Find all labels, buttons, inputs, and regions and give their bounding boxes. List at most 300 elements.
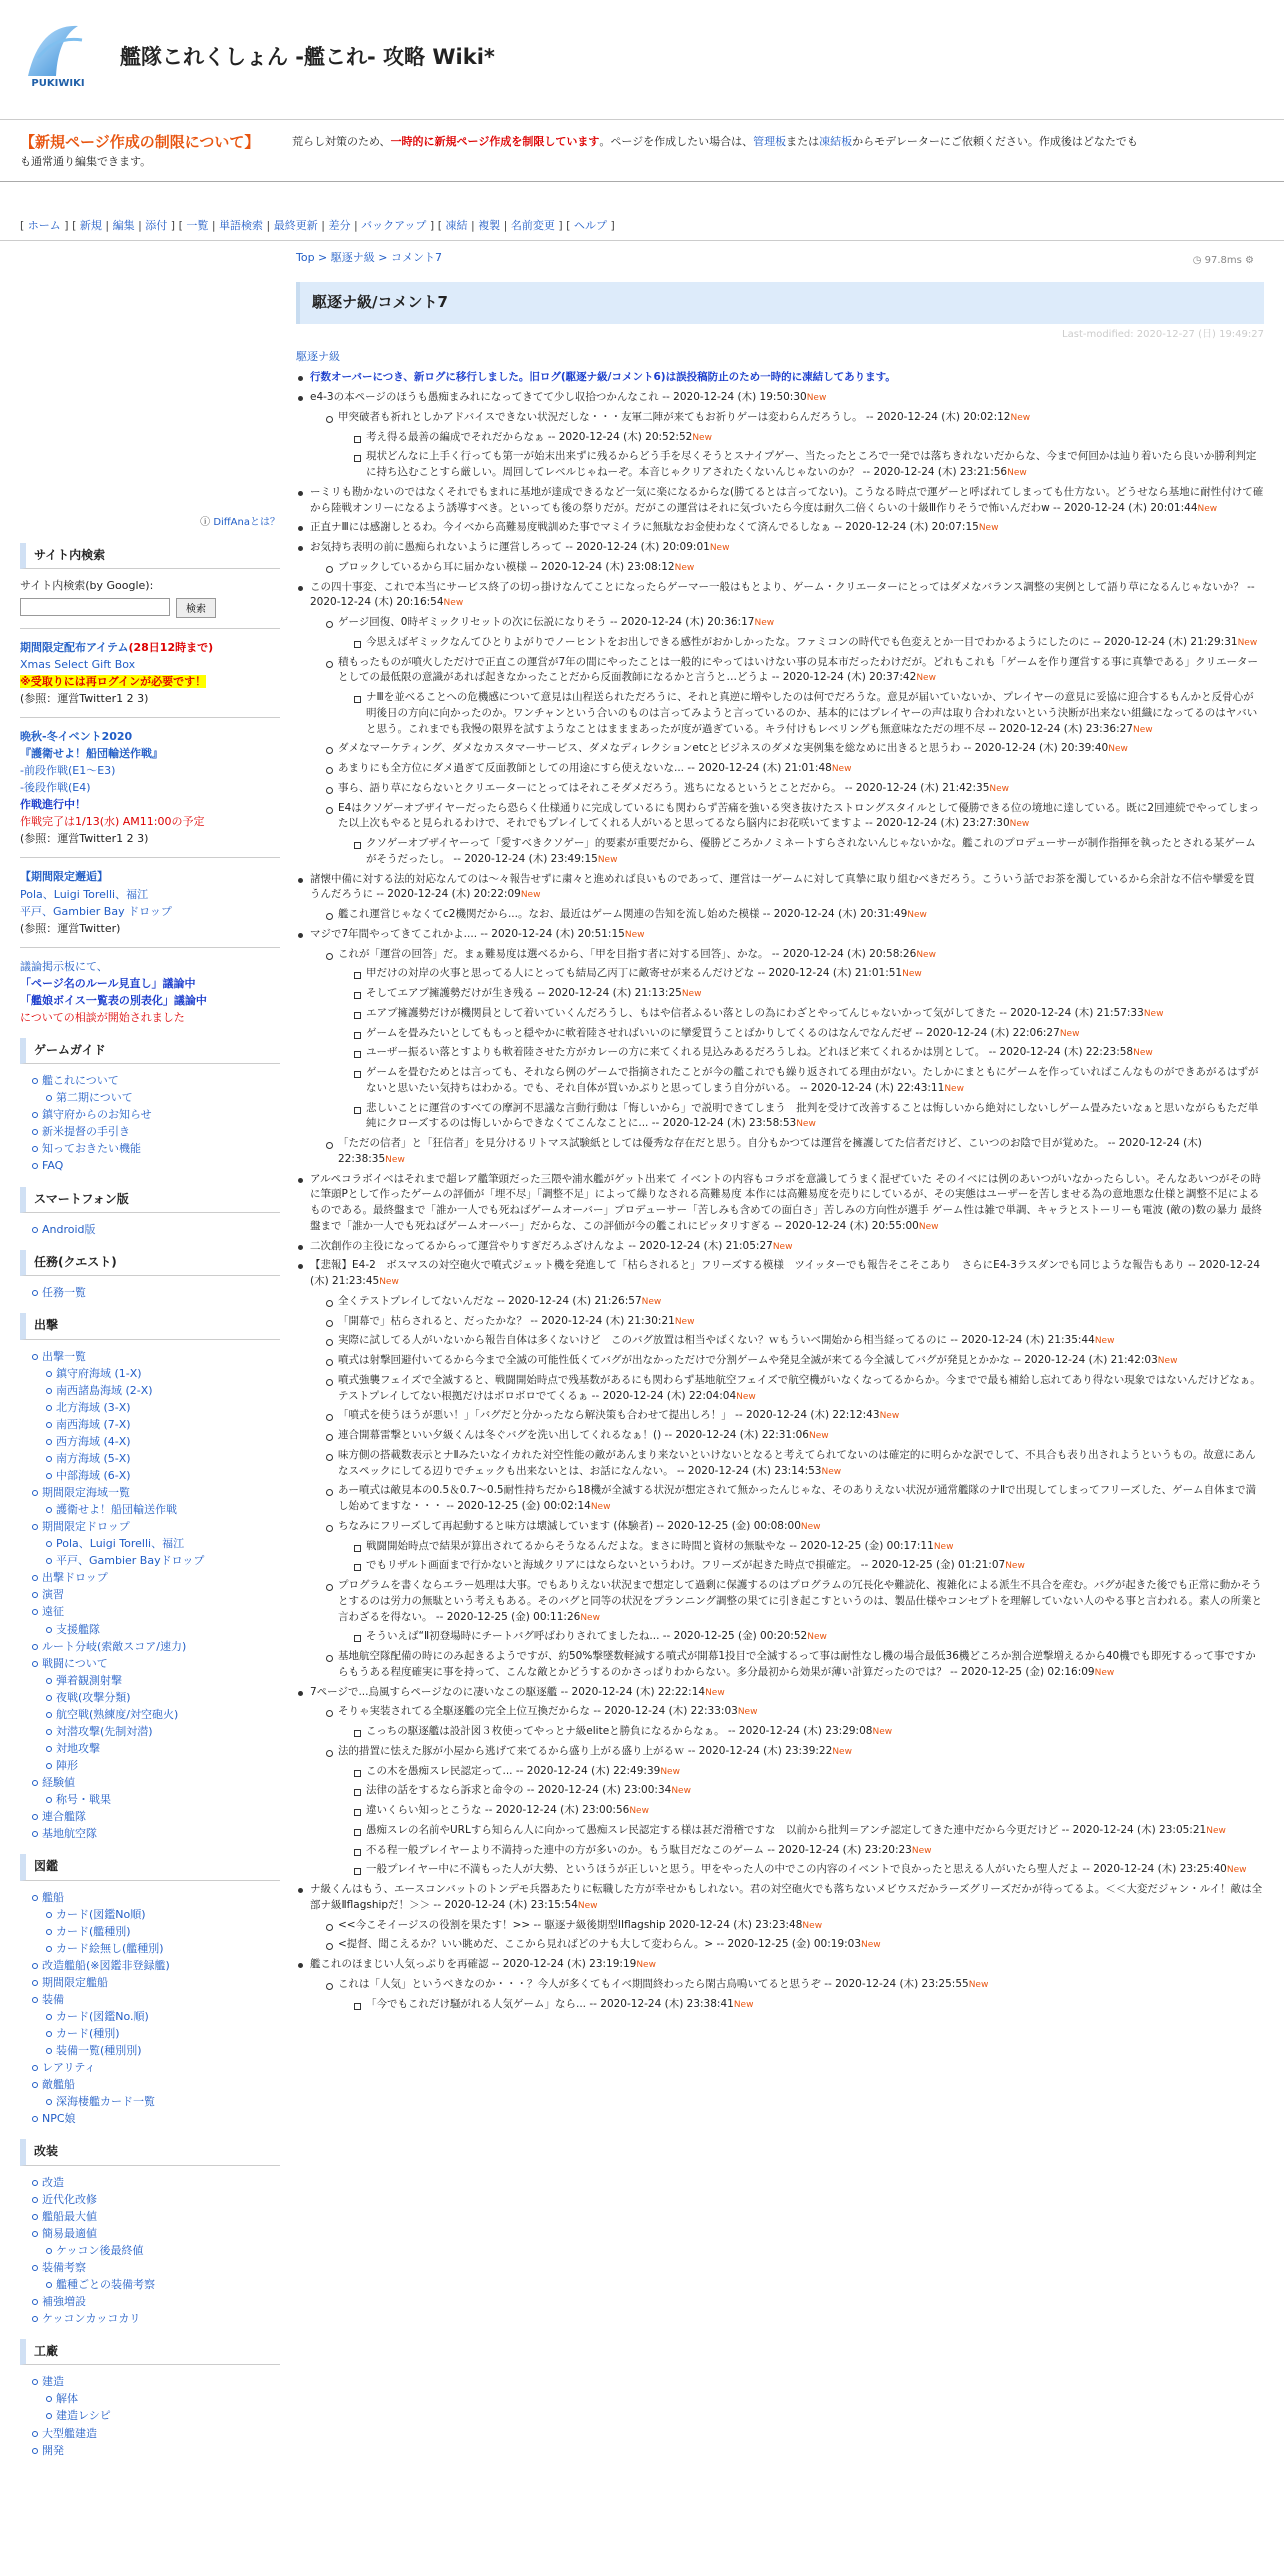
kousho-item: [30, 2425, 280, 2442]
comment-item: [324, 761, 1264, 777]
nav-backup[interactable]: バックアップ: [361, 219, 427, 232]
sortie-item: [30, 1586, 280, 1603]
new-badge: New: [520, 890, 541, 901]
notice-red-text: 一時的に新規ページ作成を制限しています: [390, 135, 600, 148]
event-name-link[interactable]: 『護衛せよ！船団輸送作戦』: [20, 747, 163, 761]
kousho-item: [30, 2442, 280, 2459]
sortie-link[interactable]: 中部海域 (6-X): [56, 1469, 131, 1483]
zukan-link[interactable]: 改造艦船(※図鑑非登録艦): [42, 1958, 170, 1972]
comment-item: [352, 1764, 1264, 1780]
zukan-link[interactable]: 艦船: [42, 1890, 64, 1904]
sortie-item: [44, 1467, 280, 1484]
kaisou-link[interactable]: 装備考察: [42, 2260, 86, 2274]
sale-title-link[interactable]: 期間限定配布アイテム: [20, 640, 129, 654]
sortie-link[interactable]: 対地攻撃: [56, 1741, 100, 1755]
comment-text: この木を愚痴スレ民認定って... -- 2020-12-24 (木) 22:49:39: [366, 1764, 661, 1777]
comment-item: [324, 907, 1264, 923]
zukan-link[interactable]: カード(図鑑No順): [56, 1907, 146, 1921]
sortie-link[interactable]: 平戸、Gambier Bayドロップ: [56, 1554, 205, 1568]
kaisou-item: [30, 2208, 280, 2225]
sidebar: [20, 256, 280, 2459]
new-badge: New: [968, 1979, 989, 1990]
zukan-item: [30, 1974, 280, 1991]
comment-item: [324, 1519, 1264, 1535]
sortie-item: [44, 1365, 280, 1382]
sortie-link[interactable]: 南西諸島海域 (2-X): [56, 1383, 153, 1397]
sortie-item: [44, 1723, 280, 1740]
kousho-link[interactable]: 開発: [42, 2443, 64, 2457]
kaisou-item: [30, 2310, 280, 2327]
comment-item: [324, 1428, 1264, 1444]
kaisou-item: [30, 2293, 280, 2310]
comment-text: 甲突破者も祈れとしかアドバイスできない状況だしな・・・友軍二陣が来てもお祈りゲーは変わらんだろうし。 -- 2020-12-24 (木) 20:02:12: [338, 410, 1011, 423]
comment-text: <<今こそイージスの役割を果たす！>> -- 駆逐ナ級後期型IIflagship 2020-12-24 (木) 23:23:48: [338, 1918, 803, 1931]
sortie-item: [44, 1416, 280, 1433]
gear-icon[interactable]: ⚙: [1245, 255, 1254, 266]
sortie-item: [44, 1501, 280, 1518]
comment-text: 事ら、語り草にならないとクリエーターにとってはそれこそダメだろう。逃ちになるというとことだから。 -- 2020-12-24 (木) 21:42:35: [338, 781, 990, 794]
sortie-link[interactable]: 連合艦隊: [42, 1810, 86, 1824]
sortie-link[interactable]: ルート分岐(索敵スコア/速力): [42, 1639, 187, 1653]
event-status: 作戦進行中！: [20, 798, 86, 812]
kanri-link[interactable]: 管理板: [753, 135, 787, 148]
nav-search[interactable]: 単語検索: [219, 219, 264, 232]
zukan-link[interactable]: NPC娘: [42, 2112, 76, 2126]
sortie-link[interactable]: 出撃一覧: [42, 1349, 86, 1363]
info-icon: ⓘ: [200, 517, 214, 528]
sortie-link[interactable]: Pola、Luigi Torelli、福江: [56, 1537, 185, 1551]
nav-recent[interactable]: 最終更新: [273, 219, 318, 232]
event-end: 作戦完了は1/13(水) AM11:00の予定: [20, 815, 205, 829]
nav-home[interactable]: ホーム: [27, 219, 61, 232]
comment-text: アルペコラボイベはそれまで超レア艦筆頭だった三隈や浦水艦がゲット出来て イベントの内容もコラボを意識してうまく混ぜていた そのイベには例のあいつがいなかったらしい。そんなあいつがその時に筆頭Pとして作ったゲームの評価が「埋不尽」「調整不足」によって繰りなされる高難易度 本作には高難易度を売りにしているが、その実態はユーザーを苦しませる為の意地悪な仕様と調整不足によるものである。最終盤まで「誰か一人でも死ねばゲームオーバー」プロデューサー「苦しみも含めての面白さ」苦しみの方向性が選手 ゲーム性は雑で単調、キャラとストーリーも電波 (敵の)数の暴力 最終盤まで「誰か一人でも死ねばゲームオーバー」だからな、この評価が今の艦これにピッタリすぎる -- 2020-12-24 (木) 20:55:00: [310, 1172, 1262, 1232]
phone-item: [30, 1221, 280, 1238]
comment-text: ゲージ回復、0時ギミックリセットの次に伝説になりそう -- 2020-12-24 (木) 20:36:17: [338, 616, 755, 629]
zukan-heading: 図鑑: [20, 1854, 280, 1880]
comment-text: 一般プレイヤー中に不満もった人が大勢、というほうが正しいと思う。甲をやった人の中でこの内容のイベントで良かったと思える人がいたら聖人だよ -- 2020-12-24 (木) 23:25:40: [366, 1863, 1227, 1876]
comment-item: [296, 1685, 1264, 1701]
zukan-item: [44, 2025, 280, 2042]
comment-text: 噴式強襲フェイズで全滅すると、戦闘開始時点で残基数があるにも関わらず基地航空フェイズで航空機がいなくなってるからか。今までで最も補給し忘れてあり得ない現象ではないんだけどなぁ。テストプレイしてない根拠だけはボロボロでてくるぁ -- 2020-12-24 (木) 22:04:04: [338, 1373, 1261, 1402]
zukan-link[interactable]: 装備: [42, 1992, 64, 2006]
comment-item: [296, 1258, 1264, 1290]
nav-diff[interactable]: 差分: [328, 219, 351, 232]
comment-item: [324, 1704, 1264, 1720]
notice-text: 荒らし対策のため、: [292, 135, 391, 148]
sortie-list: [20, 1348, 280, 1842]
sortie-item: [44, 1757, 280, 1774]
guide-item: [30, 1072, 280, 1089]
comment-notice: [296, 370, 1264, 386]
kaisou-link[interactable]: 補強増設: [42, 2294, 86, 2308]
guide-item: [30, 1157, 280, 1174]
comment-item: [296, 927, 1264, 943]
comment-text: 味方側の搭載数表示とナⅡみたいなイカれた対空性能の敵があんまり来ないといけないとなると考えてられてないのは確定的に明らかな訳でして、不具合も表り出されようというもの。故意にあんなスペックにしてる辺りでチェックも出来ないとは、お話になんない。 -- 2020-12-24 (木) 23:14:53: [338, 1448, 1256, 1477]
new-badge: New: [1005, 1561, 1025, 1572]
comment-item: [352, 966, 1264, 982]
new-badge: New: [674, 1316, 695, 1327]
search-label: サイト内検索(by Google):: [20, 578, 154, 592]
sortie-heading: 出撃: [20, 1313, 280, 1339]
guide-list: [20, 1072, 280, 1174]
new-badge: New: [1157, 1356, 1178, 1367]
comment-text: 基地航空隊配備の時にのみ起きるようですが、約50%撃墜数軽減する噴式が開幕1投目で全滅するって事は耐性なし機の場合最低36機どころか割合逆撃増えるから40機でも即死するって事ですからもうある程度確実に事を持って、こんな敵とかどうするのかさっぱりわからない。多分最初から効果が薄い計算だったのでは？ -- 2020-12-25 (金) 02:16:09: [338, 1650, 1256, 1678]
comment-text: この四十事変、これで本当にサービス終了の切っ掛けなんてことになったらゲーマー一般はもとより、ゲーム・クリエーターにとってはダメなバランス調整の実例として語り草になるんじゃないか？ -- 2020-12-24 (木) 20:16:54: [310, 580, 1255, 609]
nav-attach[interactable]: 添付: [145, 219, 168, 232]
new-badge: New: [989, 783, 1010, 794]
comment-text: 「ただの信者」と「狂信者」を見分けるリトマス試験紙としては優秀な存在だと思う。自分もかつては運営を擁護してた信者だけど、こいつのお陰で目が覚めた。 -- 2020-12-24 (木) 22:38:35: [338, 1137, 1202, 1165]
divider: [0, 240, 1284, 241]
new-badge: New: [872, 1727, 893, 1738]
notice-body: [292, 134, 1262, 151]
comment-text: ーミリも勘かないのではなくそれでもまれに基地が達成できるなど一気に楽になるからな(勝てるとは言ってない)。こうなる時点で運ゲーと呼ばれてしまっても仕方ない。どうせなら基地に耐性付けて確から陸戦オンリーになるよう誘導すべき。といっても後の祭りだが。だがこの運営はそれに気づいたら今度は耐久二倍くらいの十級Ⅲ作りそうで怖いんだわw -- 2020-12-24 (木) 20:01:44: [310, 485, 1264, 514]
event-title-link[interactable]: 晩秋-冬イベント2020: [20, 730, 133, 744]
kousho-heading: 工廠: [20, 2339, 280, 2365]
new-badge: New: [705, 1687, 725, 1698]
event-back-link[interactable]: -後段作戦(E4): [20, 781, 91, 795]
comment-item: [324, 1314, 1264, 1330]
comment-text: ゲームを畳みたいとしてももっと穏やかに軟着陸させればいいのに攣愛買うことばかりしてくるのはなんでなんだぜ -- 2020-12-24 (木) 22:06:27: [366, 1026, 1060, 1039]
kaisou-link[interactable]: 艦種ごとの装備考察: [56, 2277, 155, 2291]
new-badge: New: [580, 1612, 600, 1623]
zukan-link[interactable]: 期間限定艦船: [42, 1975, 108, 1989]
comment-item: [352, 430, 1264, 446]
zukan-link[interactable]: カード絵無し(艦種別): [56, 1941, 164, 1955]
zukan-item: [44, 2093, 280, 2110]
sortie-link[interactable]: 夜戦(攻撃分類): [56, 1690, 131, 1704]
comment-item: [324, 1294, 1264, 1310]
sortie-item: [44, 1399, 280, 1416]
sortie-link[interactable]: 航空戦(熟練度/対空砲火): [56, 1707, 179, 1721]
phone-list: [20, 1221, 280, 1238]
sortie-item: [44, 1791, 280, 1808]
zukan-link[interactable]: レアリティ: [42, 2060, 96, 2074]
comment-item: [352, 836, 1264, 868]
event-ref: (参照：運営Twitter1 2 3): [20, 832, 149, 846]
drop-ships-2: 平戸、Gambier Bay ドロップ: [20, 904, 172, 918]
notice-text-4: からモデレーターにご依頼ください。作成後はどなたでも: [852, 135, 1138, 148]
zukan-item: [44, 2008, 280, 2025]
nav-copy[interactable]: 複製: [478, 219, 501, 232]
guide-link[interactable]: 鎮守府からのお知らせ: [42, 1108, 152, 1122]
guide-item: [30, 1123, 280, 1140]
sortie-link[interactable]: 戦闘について: [42, 1656, 108, 1670]
sale-info: [20, 639, 280, 707]
sortie-link[interactable]: 対潜攻撃(先制対潜): [56, 1724, 153, 1738]
comment-text: 7ページで...烏風すらページなのに凄いなこの駆逐艦 -- 2020-12-24 (木) 22:22:14: [310, 1685, 706, 1698]
sortie-link[interactable]: 西方海域 (4-X): [56, 1435, 131, 1448]
comment-item: [324, 1136, 1264, 1168]
zukan-link[interactable]: 装備一覧(種別別): [56, 2043, 142, 2057]
phone-heading: スマートフォン版: [20, 1187, 280, 1213]
sortie-link[interactable]: 護衛せよ！船団輸送作戦: [56, 1503, 177, 1517]
sortie-link[interactable]: 陣形: [56, 1758, 78, 1772]
new-badge: New: [709, 543, 730, 554]
comment-text: ナ級くんはもう、エースコンバットのトンデモ兵器あたりに転職した方が幸せかもしれない。君の対空砲火でも落ちないメビウスだかラーズグリーズだかが待ってるよ。＜＜大変だジャン・ルイ！敵は全部ナ級Ⅱflagshipだ！＞＞ -- 2020-12-24 (木) 23:15:54: [310, 1883, 1263, 1911]
comment-text: ブロックしているから耳に届かない模様 -- 2020-12-24 (木) 23:08:12: [338, 560, 675, 573]
sortie-link[interactable]: 演習: [42, 1588, 64, 1602]
comment-item: [296, 520, 1264, 536]
new-badge: New: [692, 432, 712, 443]
comment-text: 艦これ運営じゃなくてc2機関だから...。なお、最近はゲーム関連の告知を流し始めた模様 -- 2020-12-24 (木) 20:31:49: [338, 908, 908, 921]
sortie-item: [44, 1433, 280, 1450]
comment-text: ユーザー振るい落とすよりも軟着陸させた方がカレーの方に来てくれる見込みあるだろうしね。どれほど来てくれるかは別として。 -- 2020-12-24 (木) 22:23:58: [366, 1046, 1134, 1059]
new-badge: New: [624, 929, 645, 940]
zukan-link[interactable]: 敵艦船: [42, 2078, 75, 2092]
comment-text: e4-3の本ページのほうも愚痴まみれになってきてて少し収拾つかんなこれ -- 2020-12-24 (木) 19:50:30: [310, 391, 807, 404]
zukan-link[interactable]: 深海棲艦カード一覧: [56, 2095, 155, 2109]
breadcrumb[interactable]: Top > 駆逐ナ級 > コメント7: [296, 251, 442, 264]
guide-link[interactable]: 第二期について: [56, 1091, 133, 1105]
page-title: 駆逐ナ級/コメント7: [296, 282, 1264, 324]
sortie-item: [44, 1535, 280, 1552]
comment-text: そりゃ実装されてる全駆逐艦の完全上位互換だからな -- 2020-12-24 (木) 22:33:03: [338, 1705, 738, 1718]
new-badge: New: [636, 1960, 656, 1971]
search-input[interactable]: [20, 598, 170, 616]
new-badge: New: [737, 1707, 758, 1718]
diffana-link[interactable]: DiffAnaとは？: [213, 517, 280, 528]
comment-item: [352, 1065, 1264, 1097]
kousho-link[interactable]: 大型艦建造: [42, 2426, 97, 2440]
comment-text: マジで7年間やってきてこれかよ.... -- 2020-12-24 (木) 20:51:15: [310, 927, 625, 940]
zukan-item: [44, 1940, 280, 1957]
comment-text: 「今でもこれだけ騒がれる人気ゲーム」なら... -- 2020-12-24 (木) 23:38:41: [366, 1997, 734, 2010]
site-search-heading: サイト内検索: [20, 543, 280, 569]
kaisou-heading: 改装: [20, 2139, 280, 2165]
sortie-link[interactable]: 南西海域 (7-X): [56, 1417, 131, 1431]
comment-text: 戦闘開始時点で結果が算出されてるからそうなるんだよな。まさに時間と資材の無駄やな -- 2020-12-25 (金) 00:17:11: [366, 1539, 934, 1552]
comment-item: [352, 1803, 1264, 1819]
comment-list: [296, 370, 1264, 2012]
quest-item: [30, 1284, 280, 1301]
comment-text: ちなみにフリーズして再起動すると味方は壊滅しています (体験者) -- 2020-12-25 (金) 00:08:00: [338, 1519, 801, 1532]
nav-new[interactable]: 新規: [79, 219, 102, 232]
new-badge: New: [1094, 1667, 1115, 1678]
new-badge: New: [733, 1999, 754, 2010]
new-badge: New: [597, 854, 618, 865]
new-badge: New: [821, 1466, 842, 1477]
kousho-link[interactable]: 建造: [42, 2375, 64, 2389]
comment-text: 【悲報】E4-2 ボスマスの対空砲火で噴式ジェット機を発進して「枯らされると」フリーズする模様 ツイッターでも報告そこそこあり さらにE4-3ラスダンでも同じような報告もあり -- 2020-12-24 (木) 21:23:45: [310, 1259, 1261, 1288]
comment-item: [296, 580, 1264, 612]
site-search: [20, 577, 280, 618]
sortie-item: [30, 1638, 280, 1655]
forum-info: [20, 958, 280, 1026]
comment-item: [324, 410, 1264, 426]
sortie-link[interactable]: 遠征: [42, 1605, 64, 1619]
sortie-item: [44, 1689, 280, 1706]
guide-link[interactable]: 知っておきたい機能: [42, 1142, 141, 1156]
parent-page-link[interactable]: 駆逐ナ級: [296, 349, 340, 363]
sortie-link[interactable]: 弾着観測射撃: [56, 1673, 122, 1687]
new-badge: New: [1206, 1825, 1226, 1836]
sortie-link[interactable]: 南方海域 (5-X): [56, 1452, 131, 1466]
comment-item: [324, 1578, 1264, 1625]
comment-text: クソゲーオブザイヤーって「愛すべきクソゲー」的要素が重要だから、優勝どころかノミネートすらされないんじゃないかな。艦これのプロデューサーが制作指揮を執ったとされる某ゲームがそうだったし。 -- 2020-12-24 (木) 23:49:15: [366, 837, 1256, 865]
new-badge: New: [754, 618, 775, 629]
comment-item: [352, 1558, 1264, 1574]
new-badge: New: [879, 1411, 900, 1422]
search-button[interactable]: 検索: [176, 598, 216, 618]
quest-heading: 任務(クエスト): [20, 1250, 280, 1276]
guide-item: [44, 1089, 280, 1106]
new-badge: New: [1237, 637, 1258, 648]
kaisou-item: [44, 2276, 280, 2293]
comment-item: [324, 1918, 1264, 1934]
quest-link[interactable]: 任務一覧: [42, 1286, 86, 1300]
divider: [20, 628, 280, 629]
comment-text: エアプ擁護勢だけが機関員として着いていくんだろうし、もはや信者ふるい落としの為にわざとやってんじゃないかって気がしてきた -- 2020-12-24 (木) 21:57:33: [366, 1006, 1144, 1019]
phone-link[interactable]: Android版: [42, 1222, 96, 1236]
comment-item: [352, 1045, 1264, 1061]
new-badge: New: [916, 673, 936, 684]
comment-item: [352, 690, 1264, 737]
comment-item: [296, 1239, 1264, 1255]
new-badge: New: [385, 1154, 405, 1165]
new-badge: New: [907, 910, 927, 921]
comment-text: 噴式は射撃回避付いてるから今まで全滅の可能性低くてバグが出なかっただけで分割ゲームや発見全滅が来てる今全滅してバグが発見とかかな -- 2020-12-24 (木) 21:42:03: [338, 1354, 1158, 1367]
comment-item: [324, 615, 1264, 631]
pukiwiki-logo[interactable]: [20, 18, 96, 94]
forum-link[interactable]: 議論掲示板にて、: [20, 959, 108, 973]
sortie-item: [44, 1382, 280, 1399]
comment-text: 愚痴スレの名前やURLすら知らん人に向かって愚痴スレ民認定する様は甚だ滑稽ですな 以前から批判＝アンチ認定してきた連中だから今更だけど -- 2020-12-24 (木) 23:05:21: [366, 1823, 1207, 1836]
comment-item: [324, 1649, 1264, 1681]
kaisou-link[interactable]: 艦船最大値: [42, 2209, 97, 2223]
comment-item: [324, 741, 1264, 757]
sortie-link[interactable]: 経験値: [42, 1775, 75, 1789]
comment-item: [296, 1957, 1264, 1973]
zukan-link[interactable]: カード(図鑑No.順): [56, 2009, 149, 2023]
new-badge: New: [802, 1920, 823, 1931]
sortie-link[interactable]: 鎮守府海域 (1-X): [56, 1366, 142, 1380]
notice-text-2: 。ページを作成したい場合は、: [599, 135, 754, 148]
nav-freeze[interactable]: 凍結: [445, 219, 468, 232]
comment-text: そしてエアプ擁護勢だけが生き残る -- 2020-12-24 (木) 21:13:25: [366, 987, 682, 1000]
sortie-link[interactable]: 北方海域 (3-X): [56, 1400, 131, 1414]
clock-icon: ◷: [1192, 255, 1205, 266]
notice-foot: も通常通り編集できます。: [20, 155, 152, 168]
comment-item: [324, 1448, 1264, 1480]
comment-item: [352, 1629, 1264, 1645]
comment-item: [296, 390, 1264, 406]
comment-text: 法的措置に怯えた豚が小屋から逃げて来てるから盛り上がる盛り上がるｗ -- 2020-12-24 (木) 23:39:22: [338, 1744, 833, 1757]
drop-ref: (参照：運営Twitter): [20, 921, 121, 935]
new-badge: New: [861, 1940, 881, 1951]
new-badge: New: [1133, 1048, 1153, 1059]
comment-item: [352, 635, 1264, 651]
nav-help[interactable]: ヘルプ: [573, 219, 607, 232]
comment-text: 積もったものが噴火しただけで正直この運営が7年の間にやったことは一般的にやってはいけない事の見本市だったわけだが。どれもこれも「ゲームを作り運営する事に真摯である」クリエーターとしての最低限の意識があれば起きなかったことだから反面教師になるかと言うと…どうよ -- 2020-12-24 (木) 20:37:42: [338, 655, 1258, 684]
drop-title-link[interactable]: 【期間限定邂逅】: [20, 870, 108, 884]
new-badge: New: [933, 1541, 954, 1552]
guide-link[interactable]: 艦これについて: [42, 1074, 119, 1088]
last-modified: Last-modified: 2020-12-27 (日) 19:49:27: [1062, 329, 1264, 340]
kaisou-link[interactable]: 近代化改修: [42, 2192, 97, 2206]
comment-item: [352, 1823, 1264, 1839]
comment-text: 甲だけの対岸の火事と思ってる人にとっても結局乙丙丁に敵寄せが来るんだけどな -- 2020-12-24 (木) 21:01:51: [366, 967, 903, 980]
zukan-item: [44, 1923, 280, 1940]
new-badge: New: [832, 1746, 852, 1757]
comment-item: [352, 1997, 1264, 2013]
kousho-link[interactable]: 解体: [56, 2392, 78, 2406]
comment-text: あー噴式は敵見本の0.5＆0.7～0.5耐性持ちだから18機が全滅する状況が想定されて無かったんじゃな、そのありえない状況が通常艦隊のナⅡで出現してしまってフリーズした、ゲーム自体まで満し始めてますな・・・ -- 2020-12-25 (金) 00:02:14: [338, 1484, 1257, 1513]
new-badge: New: [911, 1845, 932, 1856]
notice-heading: 【新規ページ作成の制限について】: [20, 133, 260, 151]
comment-item: [296, 1882, 1264, 1914]
sale-item-link[interactable]: Xmas Select Gift Box: [20, 657, 136, 671]
sortie-link[interactable]: 基地航空隊: [42, 1827, 97, 1841]
kaisou-link[interactable]: 簡易最適値: [42, 2226, 97, 2240]
new-badge: New: [1094, 1336, 1115, 1347]
kaisou-item: [30, 2174, 280, 2191]
new-badge: New: [1009, 819, 1030, 830]
comment-item: [324, 801, 1264, 833]
comment-text: ゲームを畳むためとは言っても、それなら例のゲームで指摘されたことが今の艦これでも繰り返されてる理由がない。たしかにまともにゲームを作っていればこんなものができあがるはずがないと思いたい気持ちはわかる。でも、それ自体が買いかぶりと思ってしまう自分がいる。 -- 2020-12-24 (木) 22:43:11: [366, 1066, 1259, 1094]
sortie-link[interactable]: 期間限定海域一覧: [42, 1486, 130, 1500]
drop-ships: Pola、Luigi Torelli、福江: [20, 887, 149, 901]
zukan-link[interactable]: カード(艦種別): [56, 1924, 131, 1938]
comment-text: 実際に試してる人がいないから報告自体は多くないけど このバグ放置は相当やばくない？ｗもういベ開始から相当経ってるのに -- 2020-12-24 (木) 21:35:44: [338, 1334, 1095, 1347]
comment-item: [324, 1373, 1264, 1405]
guide-link[interactable]: FAQ: [42, 1159, 64, 1173]
kaisou-link[interactable]: ケッコン後最終値: [56, 2243, 144, 2257]
zukan-link[interactable]: カード(種別): [56, 2026, 120, 2040]
kaisou-link[interactable]: 改造: [42, 2175, 64, 2189]
comment-text: あまりにも全方位にダメ過ぎて反面教師としての用途にすら使えないな... -- 2020-12-24 (木) 21:01:48: [338, 762, 832, 775]
site-header: [0, 0, 1284, 120]
guide-link[interactable]: 新米提督の手引き: [42, 1125, 130, 1139]
zukan-item: [44, 2042, 280, 2059]
sortie-link[interactable]: 支援艦隊: [56, 1622, 100, 1636]
comment-item: [352, 1843, 1264, 1859]
guide-item: [30, 1106, 280, 1123]
comment-item: [296, 485, 1264, 517]
new-badge: New: [831, 764, 852, 775]
forum-topic-2[interactable]: 「艦娘ボイス一覧表の別表化」議論中: [20, 993, 207, 1007]
comment-item: [352, 1101, 1264, 1133]
site-title[interactable]: 艦隊これくしょん -艦これ- 攻略 Wiki*: [120, 45, 495, 69]
nav-list[interactable]: 一覧: [186, 219, 209, 232]
new-badge: New: [796, 1119, 816, 1130]
svg-text:PUKIWIKI: PUKIWIKI: [31, 78, 85, 89]
sortie-link[interactable]: 出撃ドロップ: [42, 1571, 108, 1585]
event-front-link[interactable]: -前段作戦(E1～E3): [20, 764, 116, 778]
kousho-link[interactable]: 建造レシピ: [56, 2409, 111, 2423]
new-badge: New: [902, 969, 922, 980]
comment-item: [296, 1172, 1264, 1235]
nav-edit[interactable]: 編集: [112, 219, 135, 232]
sortie-item: [30, 1774, 280, 1791]
sortie-link[interactable]: 称号・戦果: [56, 1792, 111, 1806]
nav-rename[interactable]: 名前変更: [510, 219, 555, 232]
comment-item: [352, 449, 1264, 481]
comment-item: [324, 1483, 1264, 1515]
guide-heading: ゲームガイド: [20, 1038, 280, 1064]
comment-item: [324, 1353, 1264, 1369]
kaisou-link[interactable]: ケッコンカッコカリ: [42, 2311, 141, 2325]
comment-item: [324, 781, 1264, 797]
new-badge: New: [577, 1900, 598, 1911]
comment-item: [352, 1862, 1264, 1878]
new-badge: New: [806, 393, 827, 404]
sortie-link[interactable]: 期間限定ドロップ: [42, 1520, 130, 1534]
new-badge: New: [736, 1391, 756, 1402]
touketsu-link[interactable]: 凍結板: [819, 135, 853, 148]
new-badge: New: [807, 1632, 827, 1643]
kousho-item: [30, 2373, 280, 2390]
forum-topic-1[interactable]: 「ページ名のルール見直し」議論中: [20, 976, 196, 990]
